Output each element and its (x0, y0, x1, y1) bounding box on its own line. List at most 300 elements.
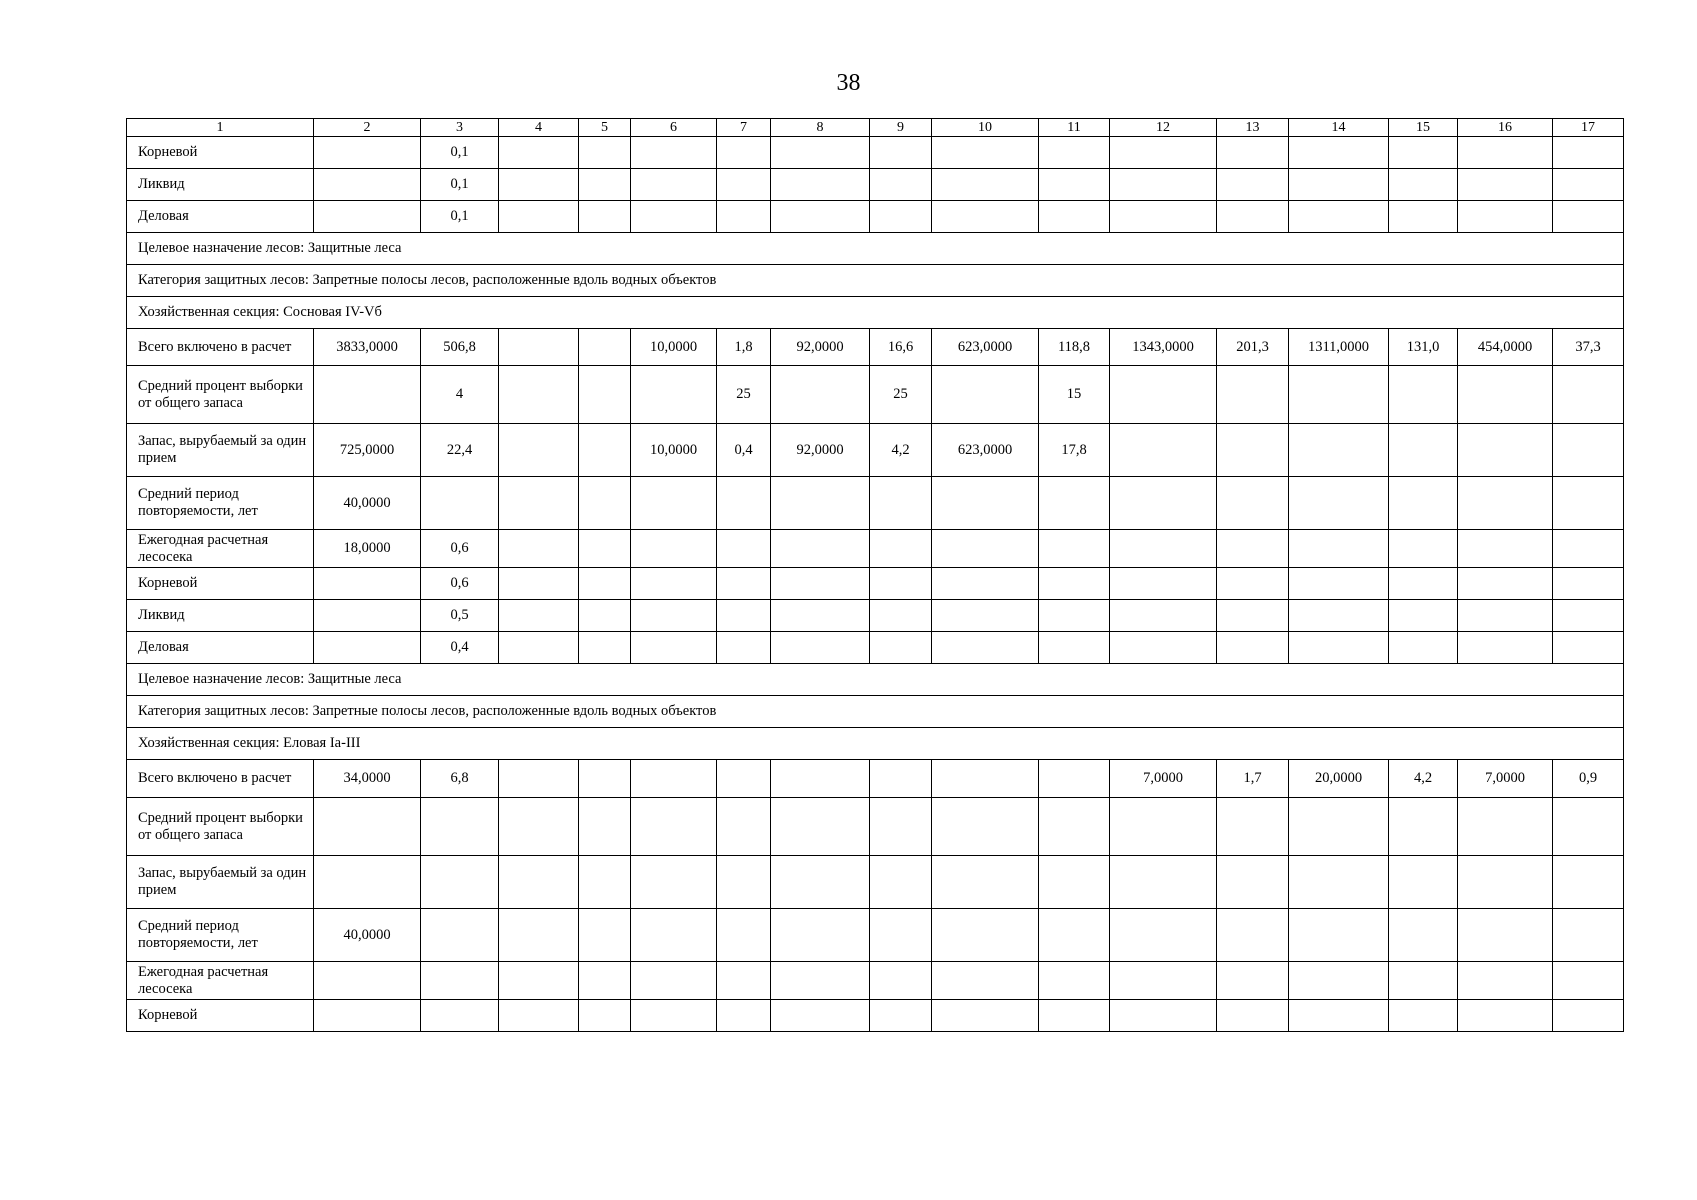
table-cell (1039, 169, 1110, 201)
table-cell (1039, 1000, 1110, 1032)
table-cell (499, 477, 579, 530)
table-row (127, 1000, 1624, 1032)
table-cell (579, 600, 631, 632)
row-label: Средний период повторяемости, лет (127, 909, 314, 962)
table-cell (579, 1000, 631, 1032)
table-cell (631, 856, 717, 909)
table-cell (1553, 477, 1624, 530)
table-cell (421, 798, 499, 856)
header-cell: 12 (1110, 119, 1217, 137)
table-cell (771, 1000, 870, 1032)
section-title: Хозяйственная секция: Сосновая IV-Vб (127, 297, 1624, 329)
table-cell (1553, 568, 1624, 600)
table-cell (1110, 530, 1217, 568)
table-cell (771, 477, 870, 530)
table-cell (579, 137, 631, 169)
table-cell (771, 600, 870, 632)
table-cell (1289, 798, 1389, 856)
table-cell (1217, 798, 1289, 856)
table-cell (1289, 201, 1389, 233)
table-cell (499, 201, 579, 233)
table-cell (717, 169, 771, 201)
table-cell (1039, 632, 1110, 664)
row-label: Корневой (127, 137, 314, 169)
table-cell (631, 760, 717, 798)
table-cell (1110, 137, 1217, 169)
header-cell: 17 (1553, 119, 1624, 137)
table-cell (1039, 760, 1110, 798)
table-cell: 4,2 (870, 424, 932, 477)
table-cell (1458, 169, 1553, 201)
header-cell: 8 (771, 119, 870, 137)
table-cell (771, 530, 870, 568)
table-cell (1110, 424, 1217, 477)
table-cell (1289, 856, 1389, 909)
table-cell (717, 568, 771, 600)
table-row (127, 909, 1624, 962)
table-cell (631, 600, 717, 632)
table-cell (579, 909, 631, 962)
table-cell: 40,0000 (314, 909, 421, 962)
table-cell (717, 632, 771, 664)
table-cell (1458, 962, 1553, 1000)
table-cell (1389, 137, 1458, 169)
table-cell (1389, 1000, 1458, 1032)
table-cell (717, 798, 771, 856)
table-cell (1458, 201, 1553, 233)
table-cell (1553, 530, 1624, 568)
row-label: Ликвид (127, 169, 314, 201)
table-cell (499, 760, 579, 798)
table-cell (1289, 424, 1389, 477)
table-cell (579, 798, 631, 856)
section-row (127, 728, 1624, 760)
table-row (127, 798, 1624, 856)
table-cell (932, 201, 1039, 233)
table-cell (314, 600, 421, 632)
table-cell (932, 760, 1039, 798)
table-cell (1553, 962, 1624, 1000)
row-label: Ежегодная расчетная лесосека (127, 962, 314, 1000)
table-cell: 1,7 (1217, 760, 1289, 798)
table-cell (1553, 856, 1624, 909)
table-cell (1458, 477, 1553, 530)
table-cell (771, 856, 870, 909)
table-cell (421, 477, 499, 530)
table-cell (1389, 169, 1458, 201)
table-cell (1458, 798, 1553, 856)
table-cell (870, 962, 932, 1000)
table-row (127, 856, 1624, 909)
table-cell (1458, 909, 1553, 962)
table-cell: 18,0000 (314, 530, 421, 568)
table-row (127, 530, 1624, 568)
header-cell: 9 (870, 119, 932, 137)
table-cell (1217, 600, 1289, 632)
table-cell (1553, 366, 1624, 424)
table-cell (1217, 1000, 1289, 1032)
table-cell (870, 856, 932, 909)
table-cell (1039, 137, 1110, 169)
data-table (126, 118, 1624, 1032)
table-cell (314, 632, 421, 664)
table-cell: 7,0000 (1110, 760, 1217, 798)
table-cell: 7,0000 (1458, 760, 1553, 798)
table-cell (499, 568, 579, 600)
table-cell (314, 798, 421, 856)
table-cell (579, 962, 631, 1000)
table-cell (870, 169, 932, 201)
table-cell: 40,0000 (314, 477, 421, 530)
table-cell (1389, 909, 1458, 962)
table-cell (1110, 909, 1217, 962)
header-cell: 6 (631, 119, 717, 137)
table-cell (1458, 856, 1553, 909)
table-cell (499, 530, 579, 568)
table-cell (1110, 201, 1217, 233)
table-cell (1039, 568, 1110, 600)
table-cell (631, 201, 717, 233)
page-number: 38 (836, 70, 861, 96)
table-cell (499, 632, 579, 664)
table-cell (579, 477, 631, 530)
table-cell: 25 (717, 366, 771, 424)
table-cell: 506,8 (421, 329, 499, 366)
table-cell (631, 169, 717, 201)
table-cell (771, 760, 870, 798)
header-row (127, 119, 1624, 137)
header-cell: 7 (717, 119, 771, 137)
table-cell (421, 962, 499, 1000)
table-cell (631, 366, 717, 424)
table-cell (771, 798, 870, 856)
table-cell (1217, 137, 1289, 169)
table-cell (1039, 600, 1110, 632)
table-body (127, 119, 1624, 1032)
table-cell (870, 201, 932, 233)
table-cell: 10,0000 (631, 424, 717, 477)
table-cell (1289, 477, 1389, 530)
table-cell (1039, 856, 1110, 909)
table-cell (579, 366, 631, 424)
table-cell (499, 856, 579, 909)
table-cell (314, 962, 421, 1000)
table-row (127, 568, 1624, 600)
table-cell (631, 1000, 717, 1032)
table-cell (1553, 798, 1624, 856)
table-cell (717, 600, 771, 632)
header-cell: 5 (579, 119, 631, 137)
header-cell: 10 (932, 119, 1039, 137)
table-cell: 0,6 (421, 568, 499, 600)
table-cell (870, 760, 932, 798)
table-cell (1039, 530, 1110, 568)
header-cell: 4 (499, 119, 579, 137)
table-cell (1289, 909, 1389, 962)
table-cell (870, 477, 932, 530)
table-cell (932, 632, 1039, 664)
table-cell (717, 201, 771, 233)
table-cell: 37,3 (1553, 329, 1624, 366)
table-cell (1217, 962, 1289, 1000)
table-cell (932, 798, 1039, 856)
table-cell (771, 137, 870, 169)
table-cell (1553, 600, 1624, 632)
table-cell (1110, 366, 1217, 424)
table-cell: 4 (421, 366, 499, 424)
table-cell (499, 600, 579, 632)
table-cell (1289, 169, 1389, 201)
table-cell (870, 568, 932, 600)
table-cell (1389, 530, 1458, 568)
table-row (127, 477, 1624, 530)
table-cell (631, 632, 717, 664)
table-cell (579, 568, 631, 600)
section-row (127, 696, 1624, 728)
row-label: Средний период повторяемости, лет (127, 477, 314, 530)
row-label: Запас, вырубаемый за один прием (127, 856, 314, 909)
table-cell: 0,6 (421, 530, 499, 568)
table-cell (1217, 530, 1289, 568)
table-cell (870, 632, 932, 664)
header-cell: 14 (1289, 119, 1389, 137)
table-cell (1389, 201, 1458, 233)
table-cell: 3833,0000 (314, 329, 421, 366)
section-title: Целевое назначение лесов: Защитные леса (127, 233, 1624, 265)
table-cell (1217, 909, 1289, 962)
row-label: Корневой (127, 1000, 314, 1032)
table-cell (717, 760, 771, 798)
table-cell (1289, 1000, 1389, 1032)
table-cell (1039, 477, 1110, 530)
table-cell: 0,1 (421, 201, 499, 233)
table-row (127, 424, 1624, 477)
section-row (127, 265, 1624, 297)
table-cell: 201,3 (1217, 329, 1289, 366)
table-cell (1389, 477, 1458, 530)
table-cell (870, 530, 932, 568)
table-cell: 454,0000 (1458, 329, 1553, 366)
header-cell: 11 (1039, 119, 1110, 137)
table-cell (932, 909, 1039, 962)
row-label: Корневой (127, 568, 314, 600)
row-label: Запас, вырубаемый за один прием (127, 424, 314, 477)
table-cell (314, 568, 421, 600)
table-cell (1553, 424, 1624, 477)
table-cell (631, 530, 717, 568)
table-cell (1389, 600, 1458, 632)
section-title: Категория защитных лесов: Запретные полосы лесов, расположенные вдоль водных объектов (127, 265, 1624, 297)
table-cell (631, 909, 717, 962)
table-cell (314, 137, 421, 169)
table-cell (1389, 962, 1458, 1000)
row-label: Деловая (127, 201, 314, 233)
table-cell (932, 366, 1039, 424)
table-cell (1039, 962, 1110, 1000)
table-cell (932, 962, 1039, 1000)
table-cell (1289, 366, 1389, 424)
table-cell (579, 632, 631, 664)
table-cell (771, 962, 870, 1000)
table-cell (1039, 909, 1110, 962)
table-cell (771, 632, 870, 664)
header-cell: 1 (127, 119, 314, 137)
header-cell: 13 (1217, 119, 1289, 137)
table-cell: 6,8 (421, 760, 499, 798)
table-row (127, 962, 1624, 1000)
table-cell (1110, 600, 1217, 632)
table-cell (1217, 201, 1289, 233)
table-cell (717, 856, 771, 909)
header-cell: 3 (421, 119, 499, 137)
table-cell (631, 477, 717, 530)
table-cell (1039, 201, 1110, 233)
table-cell (717, 477, 771, 530)
table-cell: 0,9 (1553, 760, 1624, 798)
table-cell: 20,0000 (1289, 760, 1389, 798)
table-cell: 725,0000 (314, 424, 421, 477)
table-cell (1110, 568, 1217, 600)
table-row (127, 329, 1624, 366)
table-cell (870, 798, 932, 856)
section-title: Хозяйственная секция: Еловая Ia-III (127, 728, 1624, 760)
table-cell (771, 169, 870, 201)
table-cell (932, 568, 1039, 600)
table-cell (499, 798, 579, 856)
table-cell (1458, 568, 1553, 600)
table-cell (1553, 1000, 1624, 1032)
table-cell (579, 329, 631, 366)
table-cell (421, 909, 499, 962)
table-cell (771, 366, 870, 424)
table-cell (499, 909, 579, 962)
header-cell: 16 (1458, 119, 1553, 137)
table-cell (1553, 201, 1624, 233)
table-cell (717, 530, 771, 568)
table-cell (631, 137, 717, 169)
table-cell (499, 137, 579, 169)
table-cell: 0,5 (421, 600, 499, 632)
table-cell (499, 329, 579, 366)
table-cell: 623,0000 (932, 424, 1039, 477)
table-cell (1110, 632, 1217, 664)
header-cell: 2 (314, 119, 421, 137)
table-cell (771, 909, 870, 962)
table-row (127, 366, 1624, 424)
table-cell: 92,0000 (771, 329, 870, 366)
table-cell (499, 424, 579, 477)
table-cell (1458, 137, 1553, 169)
table-row (127, 201, 1624, 233)
table-cell: 623,0000 (932, 329, 1039, 366)
table-cell (932, 1000, 1039, 1032)
table-cell: 0,4 (717, 424, 771, 477)
table-cell (1289, 600, 1389, 632)
table-cell (1458, 366, 1553, 424)
table-cell (1217, 366, 1289, 424)
table-cell (1110, 798, 1217, 856)
table-cell (1289, 962, 1389, 1000)
table-cell (499, 169, 579, 201)
row-label: Деловая (127, 632, 314, 664)
table-cell (771, 568, 870, 600)
table-cell: 10,0000 (631, 329, 717, 366)
table-cell (771, 201, 870, 233)
table-cell (421, 856, 499, 909)
table-cell (870, 909, 932, 962)
table-row (127, 169, 1624, 201)
table-cell (1458, 1000, 1553, 1032)
table-cell (1458, 424, 1553, 477)
table-cell (1110, 477, 1217, 530)
row-label: Ликвид (127, 600, 314, 632)
table-cell (932, 600, 1039, 632)
table-cell: 16,6 (870, 329, 932, 366)
section-title: Категория защитных лесов: Запретные полосы лесов, расположенные вдоль водных объектов (127, 696, 1624, 728)
table-cell (1039, 798, 1110, 856)
table-cell (932, 530, 1039, 568)
table-cell: 17,8 (1039, 424, 1110, 477)
table-cell (314, 366, 421, 424)
table-cell: 4,2 (1389, 760, 1458, 798)
table-cell (499, 1000, 579, 1032)
table-cell (1110, 169, 1217, 201)
table-cell (1389, 568, 1458, 600)
table-cell (579, 169, 631, 201)
table-cell (499, 366, 579, 424)
table-cell (870, 1000, 932, 1032)
table-cell (932, 137, 1039, 169)
table-cell (1217, 632, 1289, 664)
table-cell (717, 962, 771, 1000)
table-cell (579, 201, 631, 233)
header-cell: 15 (1389, 119, 1458, 137)
row-label: Средний процент выборки от общего запаса (127, 798, 314, 856)
table-cell: 92,0000 (771, 424, 870, 477)
table-cell (314, 169, 421, 201)
table-cell (1217, 424, 1289, 477)
table-cell (499, 962, 579, 1000)
table-cell (870, 600, 932, 632)
table-cell (1289, 530, 1389, 568)
table-cell (579, 760, 631, 798)
table-cell (1217, 169, 1289, 201)
table-cell (1389, 798, 1458, 856)
table-cell: 34,0000 (314, 760, 421, 798)
table-cell (579, 424, 631, 477)
table-cell (1110, 856, 1217, 909)
table-cell (932, 856, 1039, 909)
table-cell (1289, 137, 1389, 169)
table-cell: 25 (870, 366, 932, 424)
table-cell: 15 (1039, 366, 1110, 424)
table-cell (1217, 477, 1289, 530)
row-label: Ежегодная расчетная лесосека (127, 530, 314, 568)
table-cell: 0,1 (421, 137, 499, 169)
table-cell (631, 962, 717, 1000)
table-cell (1289, 568, 1389, 600)
table-cell (1110, 1000, 1217, 1032)
row-label: Всего включено в расчет (127, 329, 314, 366)
table-cell (314, 201, 421, 233)
table-cell: 0,4 (421, 632, 499, 664)
table-cell (870, 137, 932, 169)
table-cell (1289, 632, 1389, 664)
table-cell (717, 1000, 771, 1032)
table-cell (1553, 632, 1624, 664)
table-cell (1389, 366, 1458, 424)
table-cell (314, 1000, 421, 1032)
